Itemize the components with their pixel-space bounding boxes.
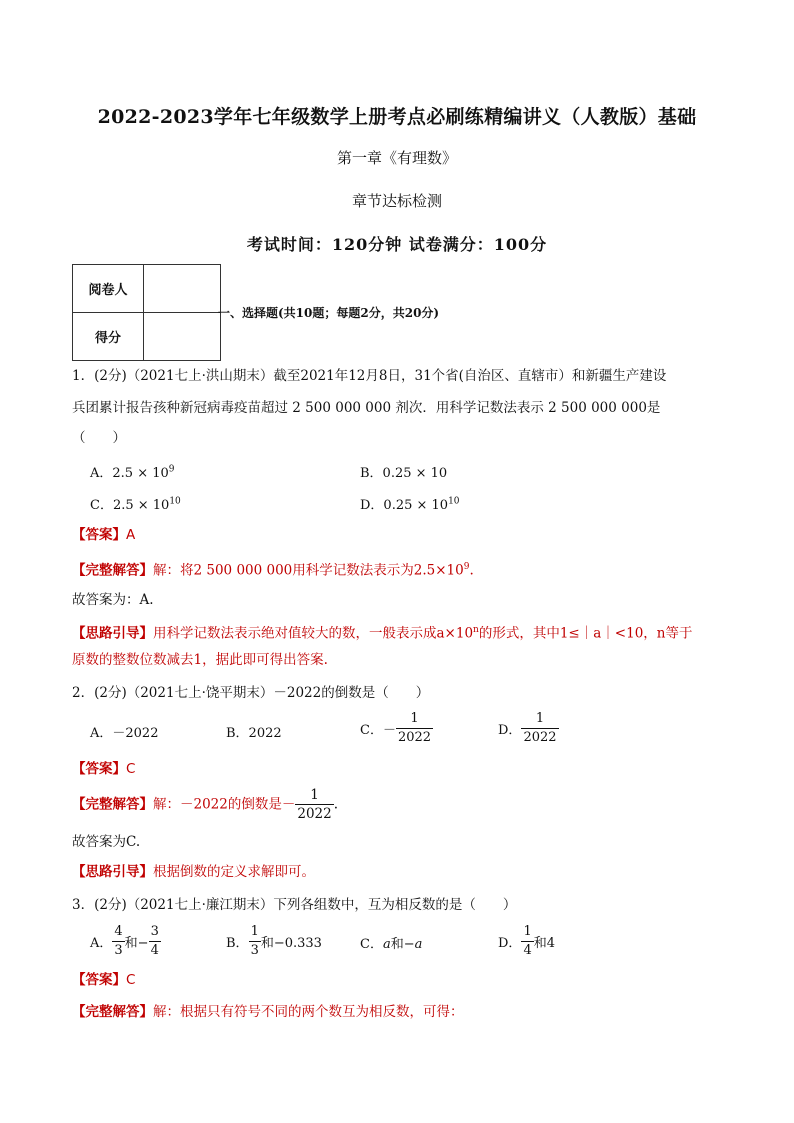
q1-stem-line1: 1．(2分)（2021七上·洪山期末）截至2021年12月8日，31个省(自治区、直辖市）和新疆生产建设 (72, 368, 667, 384)
score-label: 得分 (73, 313, 144, 361)
q2-option-b: B．2022 (226, 726, 282, 741)
q1-stem-line2: 兵团累计报告孩种新冠病毒疫苗超过 2 500 000 000 剂次．用科学记数法表示 2 500 000 000是 (72, 400, 661, 416)
score-blank (144, 313, 221, 361)
q1-option-b: B．0.25 × 10 (360, 466, 448, 481)
q2-option-d: D． $\frac{1}{2022}$ (498, 711, 557, 745)
q1-option-c: C．$2.5 \times 10^{10}$ (90, 496, 181, 513)
q3-option-b: B． $\frac{1}{3}$ 和−0.333 (226, 924, 322, 958)
q3-option-a: A． $\frac{4}{3}$ 和− $\frac{3}{4}$ (90, 924, 159, 958)
chapter-title: 第一章《有理数》 (336, 149, 457, 167)
q1-option-d: D．$0.25 \times 10^{10}$ (360, 496, 460, 513)
section-title: 一、选择题(共10题；每题2分，共20分) (218, 306, 440, 320)
q1-hint-line2: 原数的整数位数减去1，据此即可得出答案. (72, 652, 328, 668)
q1-answer: 【答案】A (72, 527, 136, 543)
grader-blank (144, 265, 221, 313)
q3-solution: 【完整解答】解：根据只有符号不同的两个数互为相反数，可得： (72, 1004, 464, 1020)
q2-option-a: A．－2022 (90, 726, 159, 741)
q3-stem: 3．(2分)（2021七上·廉江期末）下列各组数中，互为相反数的是（ ） (72, 897, 517, 913)
q3-answer: 【答案】C (72, 972, 136, 988)
grader-label: 阅卷人 (73, 265, 144, 313)
q3-option-d: D． $\frac{1}{4}$ 和4 (498, 924, 555, 958)
q2-solution: 【完整解答】解：－2022的倒数是－ $\frac{1}{2022}$ . (72, 787, 339, 822)
q1-hint-line1: 【思路引导】用科学记数法表示绝对值较大的数，一般表示成$a\times 10^n$的形式，其中1≤｜a｜<10，n等于 (72, 625, 693, 642)
q3-option-c: C．a和−a (360, 937, 423, 952)
test-name: 章节达标检测 (351, 192, 442, 210)
q1-conclusion: 故答案为：A. (72, 592, 154, 608)
q2-option-c: C．－ $\frac{1}{2022}$ (360, 711, 432, 745)
document-title: 2022-2023学年七年级数学上册考点必刷练精编讲义（人教版）基础 (97, 106, 697, 128)
q2-stem: 2．(2分)（2021七上·饶平期末）－2022的倒数是（ ） (72, 685, 430, 701)
grader-table (72, 264, 221, 361)
q1-stem-line3: （ ） (72, 430, 126, 446)
q1-option-a: A．$2.5 \times 10^9$ (90, 464, 175, 481)
q1-solution: 【完整解答】解：将2 500 000 000用科学记数法表示为$2.5\times 10^9$. (72, 562, 474, 579)
q2-hint: 【思路引导】根据倒数的定义求解即可。 (72, 864, 315, 880)
q2-answer: 【答案】C (72, 761, 136, 777)
q2-conclusion: 故答案为C. (72, 834, 141, 850)
exam-info: 考试时间：120分钟 试卷满分：100分 (246, 235, 548, 254)
